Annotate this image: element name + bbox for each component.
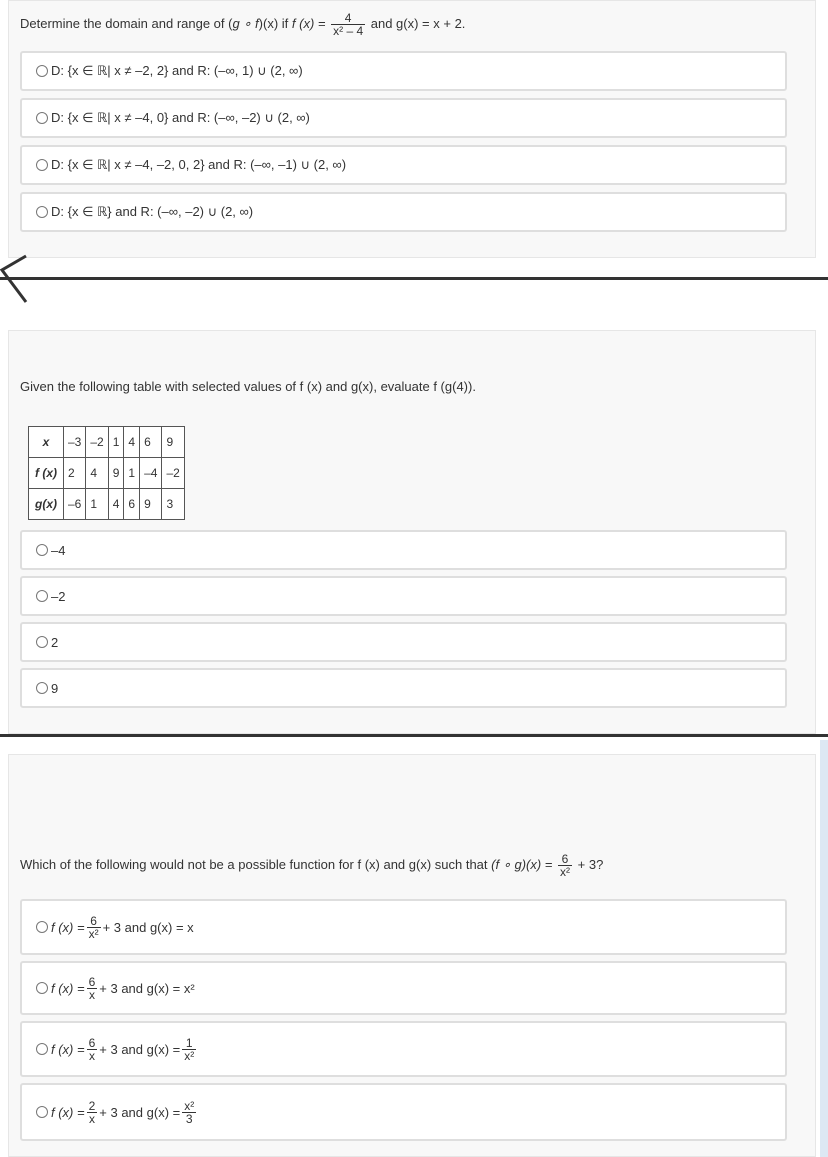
table-cell: 3 bbox=[162, 489, 184, 520]
table-row bbox=[29, 489, 185, 520]
chevron-left-icon bbox=[0, 254, 30, 306]
question-3-prompt: Which of the following would not be a possible function for f (x) and g(x) such that (f ∘ g)(x) = $\frac{6}{\text{x²}}$ + 3? bbox=[20, 852, 604, 879]
fraction: $\frac{6}{\text{x²}}$ bbox=[88, 913, 99, 941]
fraction: $\frac{2}{x}$ bbox=[88, 1098, 96, 1126]
table-cell: –2 bbox=[86, 427, 108, 458]
q2-option-b[interactable]: –2 bbox=[20, 576, 787, 616]
table-cell: –3 bbox=[64, 427, 86, 458]
question-2-prompt: Given the following table with selected values of f (x) and g(x), evaluate f (g(4)). bbox=[20, 379, 476, 394]
table-row bbox=[29, 458, 185, 489]
row-label: f (x) bbox=[29, 458, 64, 489]
radio-button[interactable] bbox=[36, 1043, 48, 1055]
q1-option-a[interactable]: D: {x ∈ ℝ| x ≠ –2, 2} and R: (–∞, 1) ∪ (2, ∞) bbox=[20, 51, 787, 91]
table-cell: 9 bbox=[140, 489, 162, 520]
table-cell: 4 bbox=[108, 489, 124, 520]
q1-option-d[interactable]: D: {x ∈ ℝ} and R: (–∞, –2) ∪ (2, ∞) bbox=[20, 192, 787, 232]
radio-button[interactable] bbox=[36, 159, 48, 171]
scrollbar-track[interactable] bbox=[820, 740, 828, 1157]
table-cell: 2 bbox=[64, 458, 86, 489]
radio-button[interactable] bbox=[36, 590, 48, 602]
table-cell: –4 bbox=[140, 458, 162, 489]
table-cell: 6 bbox=[124, 489, 140, 520]
q2-option-c[interactable]: 2 bbox=[20, 622, 787, 662]
q3-option-c[interactable]: f (x) = $\frac{6}{x}$ + 3 and g(x) = $\frac{1}{\text{x²}}$ bbox=[20, 1021, 787, 1077]
table-cell: 9 bbox=[162, 427, 184, 458]
fraction: $\frac{6}{x}$ bbox=[88, 974, 96, 1002]
table-cell: 6 bbox=[140, 427, 162, 458]
values-table bbox=[28, 426, 185, 520]
table-cell: –6 bbox=[64, 489, 86, 520]
q3-option-b[interactable]: f (x) = $\frac{6}{x}$ + 3 and g(x) = x² bbox=[20, 961, 787, 1015]
q3-option-a[interactable]: f (x) = $\frac{6}{\text{x²}}$ + 3 and g(x) = x bbox=[20, 899, 787, 955]
q1-option-b[interactable]: D: {x ∈ ℝ| x ≠ –4, 0} and R: (–∞, –2) ∪ (2, ∞) bbox=[20, 98, 787, 138]
table-cell: 4 bbox=[86, 458, 108, 489]
q2-option-a[interactable]: –4 bbox=[20, 530, 787, 570]
radio-button[interactable] bbox=[36, 682, 48, 694]
table-cell: 1 bbox=[124, 458, 140, 489]
table-cell: 1 bbox=[108, 427, 124, 458]
fraction: $\frac{1}{\text{x²}}$ bbox=[184, 1035, 195, 1063]
section-divider bbox=[0, 734, 828, 737]
row-label: x bbox=[29, 427, 64, 458]
radio-button[interactable] bbox=[36, 982, 48, 994]
table-cell: 1 bbox=[86, 489, 108, 520]
section-divider bbox=[0, 277, 828, 280]
table-cell: –2 bbox=[162, 458, 184, 489]
table-cell: 4 bbox=[124, 427, 140, 458]
table-cell: 9 bbox=[108, 458, 124, 489]
radio-button[interactable] bbox=[36, 636, 48, 648]
fraction: $\frac{4}{\text{x² – 4}}$ bbox=[333, 11, 364, 38]
radio-button[interactable] bbox=[36, 65, 48, 77]
q3-option-d[interactable]: f (x) = $\frac{2}{x}$ + 3 and g(x) = $\frac{\text{x²}}{3}$ bbox=[20, 1083, 787, 1141]
radio-button[interactable] bbox=[36, 206, 48, 218]
radio-button[interactable] bbox=[36, 921, 48, 933]
fraction: $\frac{\text{x²}}{3}$ bbox=[184, 1098, 195, 1126]
table-row bbox=[29, 427, 185, 458]
q1-option-c[interactable]: D: {x ∈ ℝ| x ≠ –4, –2, 0, 2} and R: (–∞, –1) ∪ (2, ∞) bbox=[20, 145, 787, 185]
fraction: $\frac{6}{\text{x²}}$ bbox=[560, 852, 571, 879]
question-1-prompt: Determine the domain and range of (g ∘ f)(x) if f (x) = $\frac{4}{\text{x² – 4}}$ and g(x) = x + 2. bbox=[20, 11, 466, 38]
radio-button[interactable] bbox=[36, 544, 48, 556]
row-label: g(x) bbox=[29, 489, 64, 520]
radio-button[interactable] bbox=[36, 1106, 48, 1118]
fraction: $\frac{6}{x}$ bbox=[88, 1035, 96, 1063]
radio-button[interactable] bbox=[36, 112, 48, 124]
q2-option-d[interactable]: 9 bbox=[20, 668, 787, 708]
